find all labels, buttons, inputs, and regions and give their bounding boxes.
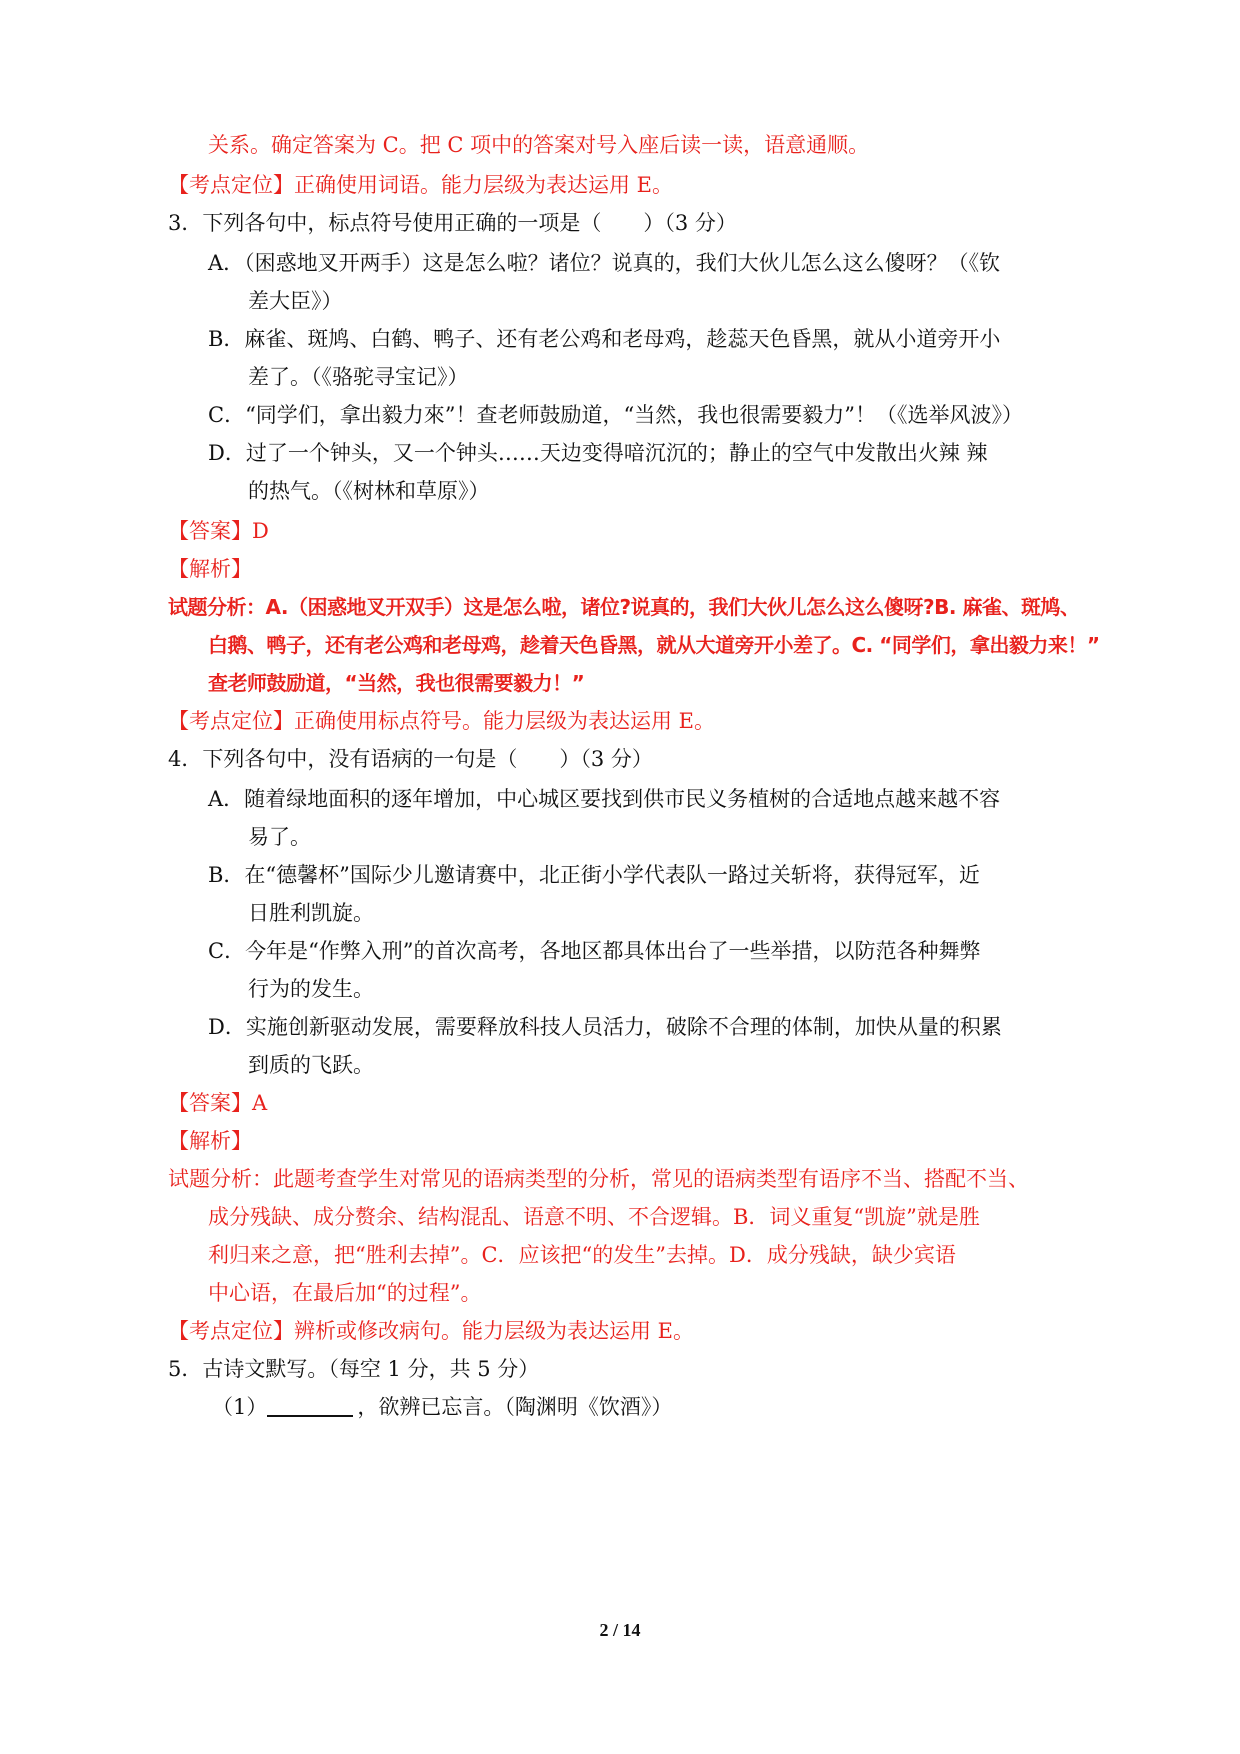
key-point-tag: 【考点定位】: [168, 1319, 294, 1343]
analysis-tag: 【解析】: [168, 1129, 252, 1153]
key-point-line: [168, 170, 673, 200]
question-5: 5．古诗文默写。（每空 1 分，共 5 分）: [168, 1357, 540, 1381]
q3-option-d-cont: 的热气。（《树林和草原》）: [248, 479, 490, 503]
answer-tag: 【答案】: [168, 519, 252, 543]
q4-option-c: C．今年是“作弊入刑”的首次高考，各地区都具体出台了一些举措，以防范各种舞弊: [208, 939, 981, 963]
key-point-3: [168, 706, 715, 736]
analysis-3-line-1: 试题分析：A.（困惑地叉开双手）这是怎么啦，诸位?说真的，我们大伙儿怎么这么傻呀?B. 麻雀、斑鸠、: [168, 595, 1080, 619]
item-text: ，欲辨已忘言。（陶渊明《饮酒》）: [357, 1395, 673, 1419]
analysis-4-line-4: 中心语，在最后加“的过程”。: [208, 1281, 482, 1305]
analysis-3-line-3: 查老师鼓励道，“当然，我也很需要毅力！”: [208, 671, 585, 695]
q3-option-b: B．麻雀、斑鸠、白鹤、鸭子、还有老公鸡和老母鸡，趁蕊天色昏黑，就从小道旁开小: [208, 327, 1001, 351]
key-point-tag: 【考点定位】: [168, 173, 294, 197]
q3-option-c: C．“同学们，拿出毅力來”！查老师鼓励道，“当然，我也很需要毅力”！（《选举风波》）: [208, 403, 1024, 427]
key-point-tag: 【考点定位】: [168, 709, 294, 733]
key-point-text: 正确使用标点符号。能力层级为表达运用 E。: [294, 709, 716, 733]
analysis-4-line-3: 利归来之意，把“胜利去掉”。C．应该把“的发生”去掉。D．成分残缺，缺少宾语: [208, 1243, 956, 1267]
answer-tag: 【答案】: [168, 1091, 252, 1115]
explanation-line: 关系。确定答案为 C。把 C 项中的答案对号入座后读一读，语意通顺。: [208, 133, 870, 157]
q3-option-d: D．过了一个钟头，又一个钟头……天边变得喑沉沉的；静止的空气中发散出火辣 辣: [208, 441, 988, 465]
q4-option-a-cont: 易了。: [248, 825, 311, 849]
analysis-3-line-2: 白鹅、鸭子，还有老公鸡和老母鸡，趁着天色昏黑，就从大道旁开小差了。C. “同学们，拿出毅力来！”: [208, 633, 1100, 657]
q4-option-b: B．在“德馨杯”国际少儿邀请赛中，北正街小学代表队一路过关斩将，获得冠军，近: [208, 863, 980, 887]
key-point-text: 正确使用词语。能力层级为表达运用 E。: [294, 173, 674, 197]
q4-option-d: D．实施创新驱动发展，需要释放科技人员活力，破除不合理的体制，加快从量的积累: [208, 1015, 1002, 1039]
q5-item-1: [212, 1392, 672, 1422]
item-number: （1）: [212, 1395, 268, 1419]
q4-option-b-cont: 日胜利凯旋。: [248, 901, 374, 925]
fill-blank: [267, 1393, 353, 1417]
page-number: 2 / 14: [599, 1620, 641, 1640]
question-4: 4．下列各句中，没有语病的一句是（ ）（3 分）: [168, 747, 653, 771]
q4-option-d-cont: 到质的飞跃。: [248, 1053, 374, 1077]
answer-4: [168, 1088, 267, 1118]
q3-option-b-cont: 差了。（《骆驼寻宝记》）: [248, 365, 469, 389]
analysis-tag: 【解析】: [168, 557, 252, 581]
answer-value: D: [252, 519, 269, 543]
analysis-4-line-2: 成分残缺、成分赘余、结构混乱、语意不明、不合逻辑。B．词义重复“凯旋”就是胜: [208, 1205, 980, 1229]
q3-option-a-cont: 差大臣》）: [248, 289, 343, 313]
analysis-4-line-1: 试题分析：此题考查学生对常见的语病类型的分析，常见的语病类型有语序不当、搭配不当、: [168, 1167, 1029, 1191]
key-point-text: 辨析或修改病句。能力层级为表达运用 E。: [294, 1319, 695, 1343]
q3-option-a: A．（困惑地叉开两手）这是怎么啦？诸位？说真的，我们大伙儿怎么这么傻呀？（《钦: [208, 251, 1001, 275]
key-point-4: [168, 1316, 694, 1346]
q4-option-c-cont: 行为的发生。: [248, 977, 374, 1001]
answer-3: [168, 516, 269, 546]
answer-value: A: [252, 1091, 268, 1115]
q4-option-a: A．随着绿地面积的逐年增加，中心城区要找到供市民义务植树的合适地点越来越不容: [208, 787, 1001, 811]
question-3: 3．下列各句中，标点符号使用正确的一项是（ ）（3 分）: [168, 211, 737, 235]
